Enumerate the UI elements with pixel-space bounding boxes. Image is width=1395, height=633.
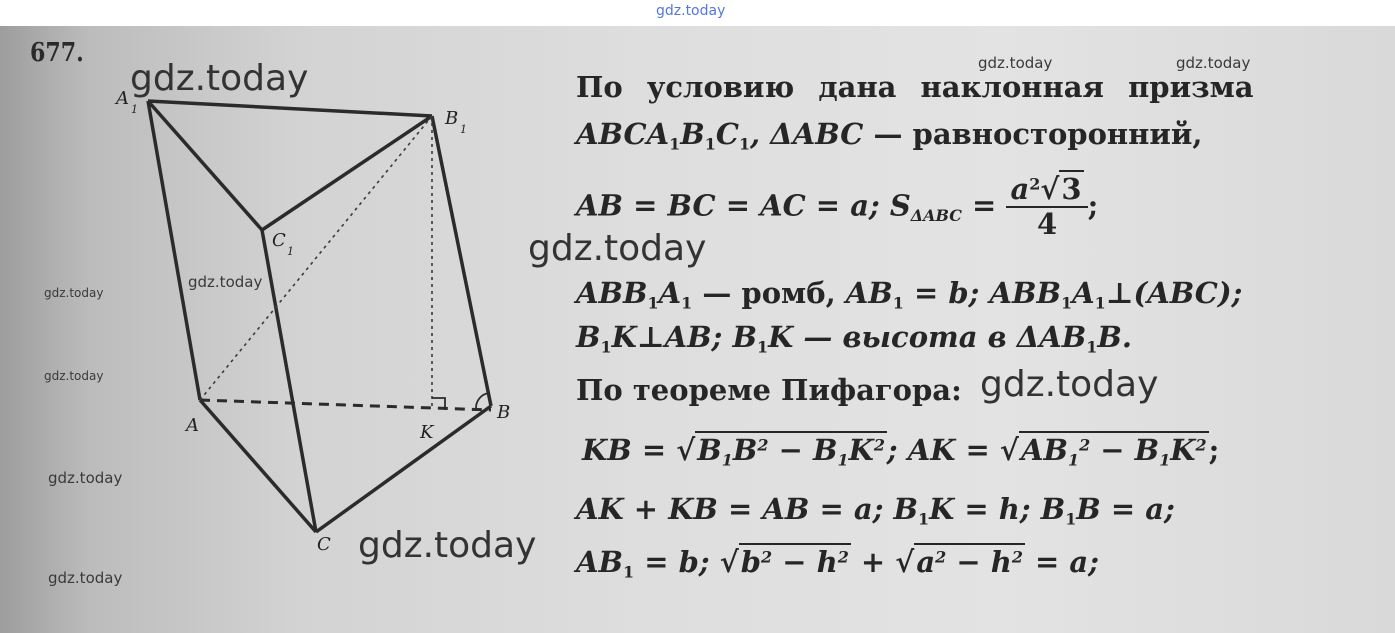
problem-number: 677.: [30, 38, 84, 68]
label-a: A: [186, 415, 199, 436]
label-c: C: [317, 534, 331, 555]
text-line-5: $B_1K\perp AB$; $B_1K$ — высота в $\Delta AB_1B$.: [576, 320, 1132, 357]
watermark-top[interactable]: gdz.today: [656, 3, 726, 19]
label-k: K: [420, 422, 434, 443]
watermark: gdz.today: [978, 54, 1053, 72]
label-a1: A: [116, 88, 129, 109]
text-line-2: $ABCA_1B_1C_1$, ΔABC — равносторонний,: [576, 117, 1203, 154]
text-line-9: $AB_1 = b$; $√b^2 - h^2 + √a^2 - h^2 = a$;: [576, 545, 1099, 582]
hidden-ab1: [200, 116, 432, 400]
watermark: gdz.today: [48, 569, 123, 587]
text-line-4: $ABB_1A_1$ — ромб, $AB_1 = b$; $ABB_1A_1\perp(ABC)$;: [576, 276, 1243, 313]
text-line-6: По теореме Пифагора:: [576, 373, 962, 407]
area-fraction: $\frac{a^2√3}{4}$: [1006, 173, 1087, 242]
label-c1-sub: 1: [287, 245, 294, 258]
label-c1: C: [272, 230, 286, 251]
text-line-7: KB = $√B_1B^2 - B_1K^2$; AK = $√AB_1^2 - B_1K^2$;: [582, 433, 1220, 470]
watermark: gdz.today: [188, 273, 263, 291]
label-b1-sub: 1: [460, 123, 467, 136]
label-a1-sub: 1: [131, 103, 138, 116]
edge-a1c1: [148, 101, 262, 230]
text-line-1: По условию дана наклонная призма: [576, 70, 1254, 104]
edge-a1b1: [148, 101, 432, 116]
text-line-3: AB = BC = AC = a; $S_{\Delta ABC}$ = $\frac{a^2√3}{4}$ ;: [576, 172, 1099, 242]
edge-ac: [200, 400, 316, 532]
edge-b1c1: [262, 116, 432, 230]
hidden-edge-ab: [200, 400, 491, 410]
watermark: gdz.today: [980, 364, 1159, 405]
watermark: gdz.today: [130, 58, 309, 99]
edge-aa1: [148, 101, 200, 400]
label-b1: B: [445, 108, 459, 129]
watermark: gdz.today: [44, 286, 104, 300]
edge-cc1: [262, 230, 316, 532]
watermark: gdz.today: [44, 369, 104, 383]
watermark: gdz.today: [528, 228, 707, 269]
text-line-8: AK + KB = AB = a; $B_1K = h$; $B_1B = a$;: [576, 492, 1175, 529]
edge-cb: [316, 406, 491, 532]
watermark: gdz.today: [48, 469, 123, 487]
edge-bb1: [432, 116, 491, 406]
label-b: B: [497, 402, 511, 423]
watermark: gdz.today: [1176, 54, 1251, 72]
watermark: gdz.today: [358, 525, 537, 566]
